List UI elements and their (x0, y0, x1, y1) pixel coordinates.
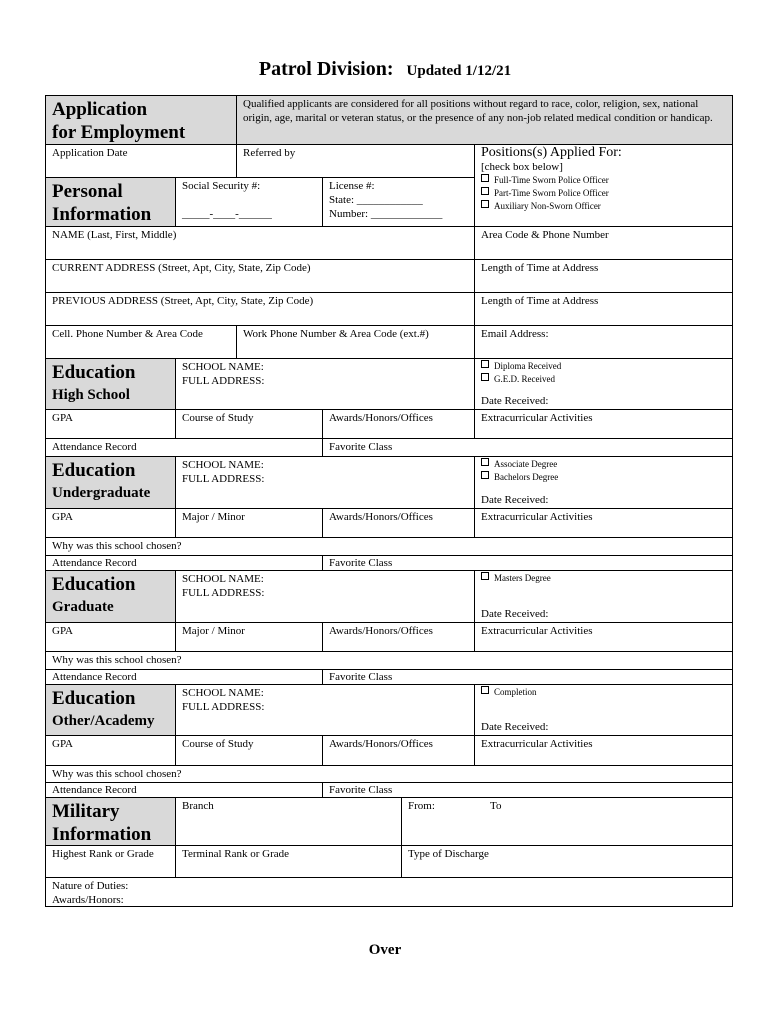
gpa-label: GPA (52, 412, 73, 424)
date-received-label: Date Received: (481, 721, 549, 733)
option-masters[interactable] (481, 572, 726, 585)
checkbox-icon[interactable] (481, 174, 489, 182)
positions-heading: Positions(s) Applied For: (481, 145, 622, 160)
application-form (45, 95, 733, 907)
undergraduate-credential (474, 456, 733, 509)
option-label: G.E.D. Received (494, 374, 555, 384)
date-received-label: Date Received: (481, 395, 549, 407)
terminal-rank-field[interactable] (175, 845, 402, 878)
email-field[interactable] (474, 325, 733, 359)
from-label: From: (408, 800, 435, 812)
why-school-field[interactable] (45, 765, 733, 783)
awards-label: Awards/Honors/Offices (329, 738, 433, 750)
attendance-label: Attendance Record (52, 784, 137, 796)
major-minor-label: Major / Minor (182, 625, 245, 637)
attendance-label: Attendance Record (52, 557, 137, 569)
education-subheading: Other/Academy (52, 713, 155, 729)
education-heading: Education (52, 362, 136, 383)
to-label: To (490, 800, 502, 812)
course-label: Course of Study (182, 738, 254, 750)
previous-address-field[interactable] (45, 292, 475, 326)
application-heading-line1: Application (52, 99, 148, 120)
phone-field[interactable] (474, 226, 733, 260)
school-name-label: SCHOOL NAME: (182, 361, 264, 373)
favorite-class-label: Favorite Class (329, 557, 393, 569)
duties-awards-field[interactable] (45, 877, 733, 907)
extracurricular-label: Extracurricular Activities (481, 412, 593, 424)
other-school-field[interactable] (175, 684, 475, 736)
time-previous-field[interactable] (474, 292, 733, 326)
option-completion[interactable] (481, 686, 726, 699)
ssn-label: Social Security #: (182, 180, 261, 192)
over-label: Over (368, 942, 402, 958)
undergraduate-school-field[interactable] (175, 456, 475, 509)
education-other-heading (45, 684, 176, 736)
current-address-label: CURRENT ADDRESS (Street, Apt, City, State, Zip Code) (52, 262, 311, 274)
personal-heading-line2: Information (52, 204, 152, 225)
title-text: Patrol Division: (258, 58, 394, 80)
education-subheading: High School (52, 387, 130, 403)
application-heading-line2: for Employment (52, 122, 186, 143)
position-option-full-time[interactable] (481, 174, 726, 187)
favorite-class-field[interactable] (322, 669, 733, 685)
school-name-label: SCHOOL NAME: (182, 573, 264, 585)
page-title (0, 58, 770, 81)
awards-label: Awards/Honors/Offices (329, 412, 433, 424)
discharge-type-field[interactable] (401, 845, 733, 878)
favorite-class-label: Favorite Class (329, 784, 393, 796)
date-received-label: Date Received: (481, 494, 549, 506)
military-info-heading (45, 797, 176, 846)
name-label: NAME (Last, First, Middle) (52, 229, 177, 241)
course-of-study-field[interactable] (175, 735, 323, 766)
option-label: Masters Degree (494, 573, 551, 583)
time-current-field[interactable] (474, 259, 733, 293)
checkbox-icon[interactable] (481, 360, 489, 368)
checkbox-icon[interactable] (481, 458, 489, 466)
school-name-label: SCHOOL NAME: (182, 459, 264, 471)
license-number: Number: _____________ (329, 208, 443, 220)
graduate-credential (474, 570, 733, 623)
positions-applied-for (474, 144, 733, 227)
full-address-label: FULL ADDRESS: (182, 375, 265, 387)
position-option-label: Full-Time Sworn Police Officer (494, 175, 609, 185)
gpa-label: GPA (52, 738, 73, 750)
education-undergraduate-heading (45, 456, 176, 509)
why-school-field[interactable] (45, 651, 733, 670)
license-state: State: ____________ (329, 194, 423, 206)
favorite-class-field[interactable] (322, 782, 733, 798)
awards-field[interactable] (322, 622, 475, 652)
updated-date: Updated 1/12/21 (406, 63, 512, 79)
awards-label: Awards/Honors/Offices (329, 625, 433, 637)
awards-field[interactable] (322, 508, 475, 538)
military-heading-line1: Military (52, 801, 120, 822)
personal-heading-line1: Personal (52, 181, 123, 202)
referred-by-label: Referred by (243, 147, 296, 159)
email-label: Email Address: (481, 328, 549, 340)
name-field[interactable] (45, 226, 475, 260)
time-previous-label: Length of Time at Address (481, 295, 599, 307)
why-school-label: Why was this school chosen? (52, 654, 182, 666)
cell-phone-label: Cell. Phone Number & Area Code (52, 328, 203, 340)
education-high-school-heading (45, 358, 176, 410)
application-date-label: Application Date (52, 147, 128, 159)
previous-address-label: PREVIOUS ADDRESS (Street, Apt, City, State, Zip Code) (52, 295, 314, 307)
date-received-label: Date Received: (481, 608, 549, 620)
checkbox-icon[interactable] (481, 373, 489, 381)
option-bachelors[interactable] (481, 471, 726, 484)
education-heading: Education (52, 460, 136, 481)
cell-phone-field[interactable] (45, 325, 237, 359)
phone-label: Area Code & Phone Number (481, 229, 609, 241)
extracurricular-field[interactable] (474, 409, 733, 439)
gpa-field[interactable] (45, 508, 176, 538)
positions-hint: [check box below] (481, 161, 563, 173)
favorite-class-field[interactable] (322, 555, 733, 571)
awards-field[interactable] (322, 735, 475, 766)
awards-field[interactable] (322, 409, 475, 439)
why-school-label: Why was this school chosen? (52, 540, 182, 552)
terminal-rank-label: Terminal Rank or Grade (182, 848, 290, 860)
favorite-class-label: Favorite Class (329, 441, 393, 453)
highest-rank-label: Highest Rank or Grade (52, 848, 154, 860)
eeo-notice: Qualified applicants are considered for all positions without regard to race, color, religion, sex, national origin, age, marital or veteran status, or the presence of any non-job related medical condition or handicap. (236, 95, 733, 145)
work-phone-label: Work Phone Number & Area Code (ext.#) (243, 328, 429, 340)
option-label: Associate Degree (494, 459, 558, 469)
military-awards-label: Awards/Honors: (52, 894, 124, 906)
why-school-label: Why was this school chosen? (52, 768, 182, 780)
graduate-school-field[interactable] (175, 570, 475, 623)
attendance-label: Attendance Record (52, 671, 137, 683)
awards-label: Awards/Honors/Offices (329, 511, 433, 523)
school-name-label: SCHOOL NAME: (182, 687, 264, 699)
gpa-label: GPA (52, 511, 73, 523)
gpa-field[interactable] (45, 622, 176, 652)
extracurricular-label: Extracurricular Activities (481, 511, 593, 523)
major-minor-field[interactable] (175, 622, 323, 652)
application-date-field[interactable] (45, 144, 237, 178)
high-school-name-field[interactable] (175, 358, 475, 410)
referred-by-field[interactable] (236, 144, 475, 178)
checkbox-icon[interactable] (481, 686, 489, 694)
highest-rank-field[interactable] (45, 845, 176, 878)
gpa-field[interactable] (45, 735, 176, 766)
option-label: Diploma Received (494, 361, 562, 371)
duties-label: Nature of Duties: (52, 880, 129, 892)
major-minor-label: Major / Minor (182, 511, 245, 523)
position-option-label: Auxiliary Non-Sworn Officer (494, 201, 601, 211)
course-label: Course of Study (182, 412, 254, 424)
other-credential (474, 684, 733, 736)
option-diploma[interactable] (481, 360, 726, 373)
extracurricular-label: Extracurricular Activities (481, 738, 593, 750)
checkbox-icon[interactable] (481, 572, 489, 580)
position-option-part-time[interactable] (481, 187, 726, 200)
checkbox-icon[interactable] (481, 200, 489, 208)
ssn-field[interactable] (175, 177, 323, 227)
discharge-label: Type of Discharge (408, 848, 489, 860)
work-phone-field[interactable] (236, 325, 475, 359)
license-field[interactable] (322, 177, 475, 227)
favorite-class-field[interactable] (322, 438, 733, 457)
full-address-label: FULL ADDRESS: (182, 701, 265, 713)
extracurricular-field[interactable] (474, 735, 733, 766)
current-address-field[interactable] (45, 259, 475, 293)
gpa-label: GPA (52, 625, 73, 637)
course-of-study-field[interactable] (175, 409, 323, 439)
option-label: Bachelors Degree (494, 472, 559, 482)
ssn-blank: _____-____-______ (182, 208, 272, 220)
attendance-field[interactable] (45, 669, 323, 685)
option-ged[interactable] (481, 373, 726, 386)
military-heading-line2: Information (52, 824, 152, 845)
position-option-auxiliary[interactable] (481, 200, 726, 213)
branch-field[interactable] (175, 797, 402, 846)
attendance-label: Attendance Record (52, 441, 137, 453)
high-school-credential (474, 358, 733, 410)
full-address-label: FULL ADDRESS: (182, 587, 265, 599)
license-label: License #: (329, 180, 375, 192)
extracurricular-field[interactable] (474, 622, 733, 652)
option-label: Completion (494, 687, 537, 697)
personal-info-heading (45, 177, 176, 227)
attendance-field[interactable] (45, 555, 323, 571)
education-subheading: Undergraduate (52, 485, 151, 501)
application-heading (45, 95, 237, 145)
service-dates-field[interactable] (401, 797, 733, 846)
education-heading: Education (52, 688, 136, 709)
education-heading: Education (52, 574, 136, 595)
option-associate[interactable] (481, 458, 726, 471)
favorite-class-label: Favorite Class (329, 671, 393, 683)
attendance-field[interactable] (45, 438, 323, 457)
why-school-field[interactable] (45, 537, 733, 556)
extracurricular-field[interactable] (474, 508, 733, 538)
checkbox-icon[interactable] (481, 187, 489, 195)
position-option-label: Part-Time Sworn Police Officer (494, 188, 609, 198)
major-minor-field[interactable] (175, 508, 323, 538)
education-subheading: Graduate (52, 599, 114, 615)
gpa-field[interactable] (45, 409, 176, 439)
branch-label: Branch (182, 800, 214, 812)
attendance-field[interactable] (45, 782, 323, 798)
education-graduate-heading (45, 570, 176, 623)
checkbox-icon[interactable] (481, 471, 489, 479)
full-address-label: FULL ADDRESS: (182, 473, 265, 485)
extracurricular-label: Extracurricular Activities (481, 625, 593, 637)
time-current-label: Length of Time at Address (481, 262, 599, 274)
